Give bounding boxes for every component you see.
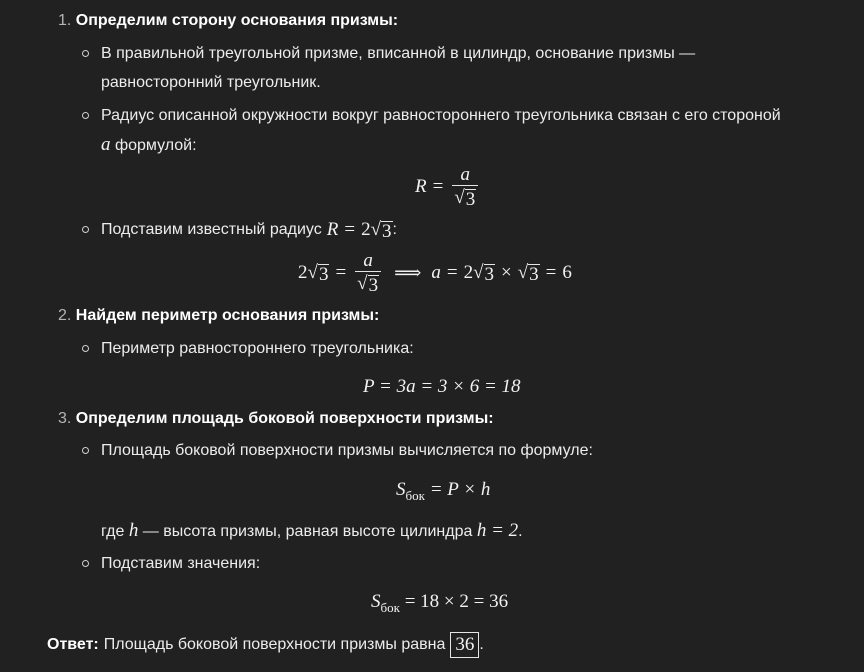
formula-perimeter: P = 3a = 3 × 6 = 18 (363, 376, 521, 397)
step-title: Найдем периметр основания призмы: (75, 307, 380, 324)
step-1-bullet-1-line-1: В правильной треугольной призме, вписанной в цилиндр, основание призмы — (101, 45, 696, 62)
step-1-bullet-2-line-2 (101, 134, 197, 156)
inline-math (327, 219, 393, 241)
period: . (479, 636, 484, 653)
math-var-h: h (128, 520, 139, 541)
radicand: 3 (465, 189, 476, 210)
formula-circumradius (415, 165, 481, 209)
answer-label: Ответ: (47, 636, 99, 653)
math-number: 2 (463, 262, 474, 283)
sqrt-icon: √ (454, 187, 465, 208)
math-var-S: S (371, 591, 381, 612)
radicand: 3 (529, 263, 539, 285)
math-number: 2 (361, 219, 371, 240)
sqrt-icon: √ (357, 273, 368, 294)
bullet-icon (82, 560, 89, 567)
math-expression: = P × h (429, 479, 491, 500)
bullet-text: формулой: (114, 137, 197, 154)
step-1-bullet-3 (101, 219, 397, 241)
math-expression: = 18 × 2 = 36 (404, 591, 509, 612)
math-number: 6 (562, 262, 572, 283)
math-var-R: R (326, 219, 339, 240)
sqrt (308, 263, 330, 284)
note-text: — высота призмы, равная высоте цилиндра (142, 523, 473, 540)
fraction-numerator: a (363, 250, 373, 271)
sqrt (357, 274, 379, 295)
note-text: где (101, 523, 125, 540)
bullet-icon (82, 50, 89, 57)
radicand: 3 (382, 220, 392, 242)
math-equals: = (335, 262, 347, 283)
step-number: 2. (58, 307, 72, 324)
step-title: Определим площадь боковой поверхности призмы: (75, 410, 494, 427)
step-2-bullet-1: Периметр равностороннего треугольника: (101, 340, 414, 357)
math-subscript: бок (380, 600, 400, 615)
sqrt (518, 263, 540, 284)
sqrt-icon: √ (473, 261, 484, 283)
times-icon: × (501, 262, 512, 283)
step-3-bullet-2: Подставим значения: (101, 555, 261, 572)
step-3-bullet-1: Площадь боковой поверхности призмы вычисляется по формуле: (101, 442, 593, 459)
answer-text: Площадь боковой поверхности призмы равна (103, 636, 446, 653)
bullet-icon (82, 112, 89, 119)
step-3-note (101, 520, 523, 542)
formula-lateral-area (396, 479, 490, 501)
fraction-numerator: a (460, 164, 471, 185)
step-1-bullet-2-line-1: Радиус описанной окружности вокруг равностороннего треугольника связан с его стороной (101, 107, 781, 124)
sqrt (371, 220, 393, 241)
sqrt (473, 263, 495, 284)
math-var-a: a (101, 134, 111, 155)
inline-math: h = 2 (476, 520, 519, 541)
radicand: 3 (318, 263, 329, 285)
fraction (452, 165, 478, 209)
math-number: 2 (298, 262, 308, 283)
math-subscript: бок (405, 488, 425, 503)
radicand: 3 (484, 263, 494, 285)
answer-line (47, 632, 484, 658)
math-equals: = (344, 219, 356, 240)
fraction-denominator (355, 271, 381, 295)
step-2-heading (58, 307, 379, 325)
math-var-R: R (415, 176, 427, 197)
bullet-icon (82, 226, 89, 233)
bullet-icon (82, 447, 89, 454)
answer-box: 36 (450, 632, 479, 658)
math-equals: = (545, 262, 557, 283)
step-number: 1. (58, 12, 72, 29)
step-1-heading (58, 12, 398, 30)
fraction-denominator (452, 185, 478, 209)
math-var-a: a (431, 262, 441, 283)
bullet-text: Подставим известный радиус (101, 221, 322, 238)
step-1-bullet-1-line-2: равносторонний треугольник. (101, 74, 321, 91)
sqrt (454, 188, 476, 209)
formula-substitution (298, 251, 572, 295)
math-equals: = (432, 176, 444, 197)
radicand: 3 (368, 275, 379, 296)
bullet-icon (82, 345, 89, 352)
sqrt-icon: √ (370, 218, 382, 240)
step-3-heading (58, 410, 494, 428)
step-title: Определим сторону основания призмы: (75, 12, 399, 29)
sqrt-icon: √ (307, 261, 318, 283)
fraction (355, 251, 381, 295)
sqrt-icon: √ (517, 261, 529, 283)
implies-icon: ⟹ (394, 262, 422, 284)
period: . (518, 523, 523, 540)
math-var-S: S (396, 479, 406, 500)
colon: : (392, 221, 397, 238)
formula-lateral-area-value (371, 591, 508, 613)
math-equals: = (446, 262, 458, 283)
step-number: 3. (58, 410, 72, 427)
